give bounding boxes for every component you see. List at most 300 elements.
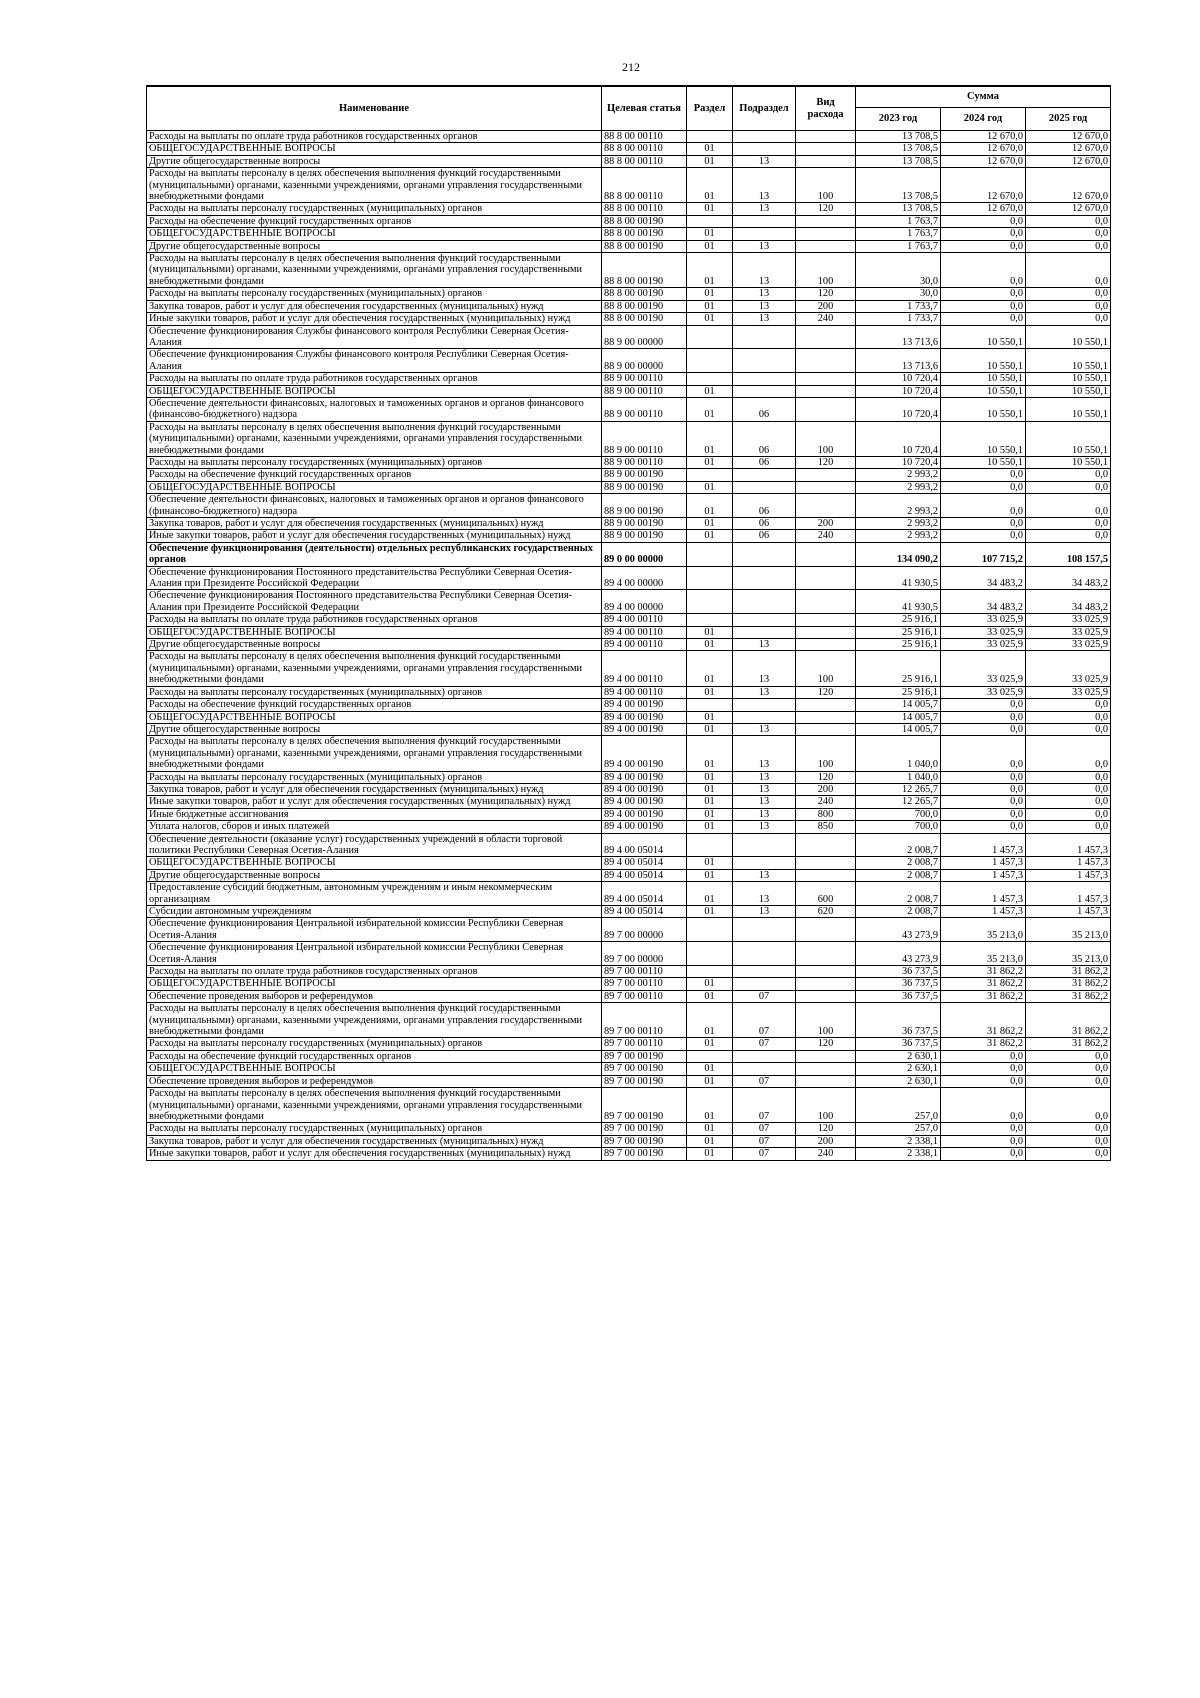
row-subsection (733, 942, 796, 966)
row-name: Иные закупки товаров, работ и услуг для обеспечения государственных (муниципальных) нужд (147, 313, 602, 325)
row-name: Иные закупки товаров, работ и услуг для обеспечения государственных (муниципальных) нужд (147, 530, 602, 542)
table-row (147, 966, 1111, 978)
row-expense-type (796, 978, 856, 990)
row-sum-2023: 700,0 (856, 821, 941, 833)
row-subsection (733, 614, 796, 626)
row-section: 01 (687, 882, 733, 906)
row-sum-2025: 0,0 (1026, 711, 1111, 723)
row-section: 01 (687, 771, 733, 783)
row-expense-type (796, 373, 856, 385)
row-target-article: 88 8 00 00110 (602, 131, 687, 143)
row-expense-type (796, 966, 856, 978)
row-target-article: 88 8 00 00190 (602, 288, 687, 300)
row-section: 01 (687, 288, 733, 300)
row-section: 01 (687, 857, 733, 869)
table-row (147, 590, 1111, 614)
row-sum-2023: 257,0 (856, 1123, 941, 1135)
table-row (147, 240, 1111, 252)
row-section: 01 (687, 481, 733, 493)
row-name: Расходы на выплаты по оплате труда работников государственных органов (147, 131, 602, 143)
row-expense-type (796, 590, 856, 614)
table-row (147, 614, 1111, 626)
row-sum-2023: 41 930,5 (856, 566, 941, 590)
row-target-article: 89 7 00 00190 (602, 1075, 687, 1087)
row-sum-2024: 0,0 (941, 783, 1026, 795)
row-expense-type (796, 494, 856, 518)
row-sum-2025: 34 483,2 (1026, 590, 1111, 614)
row-section (687, 699, 733, 711)
table-row (147, 942, 1111, 966)
row-sum-2024: 31 862,2 (941, 990, 1026, 1002)
row-target-article: 89 4 00 00190 (602, 736, 687, 771)
row-target-article: 89 7 00 00190 (602, 1063, 687, 1075)
table-row (147, 373, 1111, 385)
table-row (147, 494, 1111, 518)
row-sum-2024: 33 025,9 (941, 686, 1026, 698)
row-name: ОБЩЕГОСУДАРСТВЕННЫЕ ВОПРОСЫ (147, 143, 602, 155)
row-sum-2024: 1 457,3 (941, 882, 1026, 906)
row-expense-type (796, 723, 856, 735)
table-row (147, 215, 1111, 227)
row-sum-2025: 0,0 (1026, 1075, 1111, 1087)
row-sum-2023: 43 273,9 (856, 918, 941, 942)
row-sum-2025: 31 862,2 (1026, 1038, 1111, 1050)
row-expense-type (796, 469, 856, 481)
table-row (147, 869, 1111, 881)
row-target-article: 89 4 00 00190 (602, 796, 687, 808)
row-sum-2024: 31 862,2 (941, 978, 1026, 990)
row-sum-2023: 25 916,1 (856, 626, 941, 638)
row-expense-type: 850 (796, 821, 856, 833)
row-sum-2023: 2 630,1 (856, 1063, 941, 1075)
row-sum-2024: 0,0 (941, 736, 1026, 771)
row-sum-2025: 10 550,1 (1026, 397, 1111, 421)
row-target-article: 89 7 00 00190 (602, 1135, 687, 1147)
row-expense-type (796, 349, 856, 373)
row-sum-2023: 13 708,5 (856, 143, 941, 155)
row-section: 01 (687, 1063, 733, 1075)
row-sum-2024: 0,0 (941, 723, 1026, 735)
table-row (147, 639, 1111, 651)
row-target-article: 89 4 00 00190 (602, 723, 687, 735)
row-subsection (733, 699, 796, 711)
row-subsection (733, 1050, 796, 1062)
row-sum-2024: 0,0 (941, 228, 1026, 240)
row-expense-type (796, 566, 856, 590)
row-name: ОБЩЕГОСУДАРСТВЕННЫЕ ВОПРОСЫ (147, 481, 602, 493)
row-sum-2025: 0,0 (1026, 481, 1111, 493)
row-sum-2025: 33 025,9 (1026, 626, 1111, 638)
row-sum-2023: 13 708,5 (856, 155, 941, 167)
row-sum-2023: 13 713,6 (856, 325, 941, 349)
row-sum-2025: 31 862,2 (1026, 978, 1111, 990)
row-expense-type: 120 (796, 288, 856, 300)
row-expense-type (796, 143, 856, 155)
row-sum-2024: 1 457,3 (941, 906, 1026, 918)
row-target-article: 89 4 00 00110 (602, 626, 687, 638)
table-row (147, 1148, 1111, 1160)
row-name: Обеспечение функционирования Постоянного представительства Республики Северная Осетия-Алания при Президенте Российской Федерации (147, 566, 602, 590)
table-row (147, 518, 1111, 530)
row-target-article: 89 4 00 00190 (602, 711, 687, 723)
row-target-article: 89 4 00 00110 (602, 686, 687, 698)
row-subsection: 13 (733, 639, 796, 651)
row-sum-2023: 1 763,7 (856, 240, 941, 252)
row-name: ОБЩЕГОСУДАРСТВЕННЫЕ ВОПРОСЫ (147, 228, 602, 240)
row-target-article: 89 7 00 00190 (602, 1148, 687, 1160)
row-sum-2025: 0,0 (1026, 313, 1111, 325)
row-expense-type: 120 (796, 203, 856, 215)
row-sum-2024: 0,0 (941, 253, 1026, 288)
row-sum-2023: 2 008,7 (856, 906, 941, 918)
row-target-article: 88 9 00 00190 (602, 530, 687, 542)
row-subsection: 13 (733, 906, 796, 918)
row-sum-2024: 0,0 (941, 1123, 1026, 1135)
row-sum-2023: 13 708,5 (856, 203, 941, 215)
row-sum-2025: 31 862,2 (1026, 990, 1111, 1002)
row-target-article: 88 8 00 00190 (602, 215, 687, 227)
row-sum-2023: 25 916,1 (856, 639, 941, 651)
row-expense-type (796, 990, 856, 1002)
row-section: 01 (687, 300, 733, 312)
row-section: 01 (687, 240, 733, 252)
row-name: Обеспечение функционирования Постоянного представительства Республики Северная Осетия-Алания при Президенте Российской Федерации (147, 590, 602, 614)
table-row (147, 349, 1111, 373)
row-sum-2025: 1 457,3 (1026, 833, 1111, 857)
row-name: Обеспечение деятельности финансовых, налоговых и таможенных органов и органов финансового (финансово-бюджетного) надзора (147, 494, 602, 518)
row-target-article: 89 7 00 00190 (602, 1123, 687, 1135)
row-sum-2023: 2 993,2 (856, 494, 941, 518)
row-sum-2023: 10 720,4 (856, 456, 941, 468)
row-sum-2025: 10 550,1 (1026, 456, 1111, 468)
row-name: Расходы на выплаты персоналу государственных (муниципальных) органов (147, 1123, 602, 1135)
row-sum-2025: 0,0 (1026, 736, 1111, 771)
row-section (687, 833, 733, 857)
row-sum-2024: 107 715,2 (941, 542, 1026, 566)
row-subsection: 07 (733, 990, 796, 1002)
row-subsection (733, 966, 796, 978)
row-name: Обеспечение функционирования (деятельности) отдельных республиканских государственных органов (147, 542, 602, 566)
row-subsection (733, 131, 796, 143)
row-expense-type (796, 639, 856, 651)
row-subsection: 13 (733, 686, 796, 698)
row-target-article: 88 8 00 00110 (602, 203, 687, 215)
row-subsection (733, 469, 796, 481)
row-expense-type (796, 869, 856, 881)
row-target-article: 88 8 00 00190 (602, 313, 687, 325)
table-row (147, 397, 1111, 421)
row-sum-2025: 0,0 (1026, 253, 1111, 288)
row-sum-2025: 10 550,1 (1026, 421, 1111, 456)
header-year-2025: 2025 год (1026, 108, 1111, 131)
row-sum-2023: 1 040,0 (856, 771, 941, 783)
row-section: 01 (687, 686, 733, 698)
row-target-article: 89 4 00 05014 (602, 869, 687, 881)
row-sum-2025: 10 550,1 (1026, 385, 1111, 397)
row-subsection (733, 228, 796, 240)
row-sum-2023: 2 338,1 (856, 1135, 941, 1147)
row-sum-2023: 1 733,7 (856, 300, 941, 312)
row-target-article: 88 9 00 00190 (602, 494, 687, 518)
row-section (687, 215, 733, 227)
row-expense-type (796, 1063, 856, 1075)
row-name: Иные закупки товаров, работ и услуг для обеспечения государственных (муниципальных) нужд (147, 1148, 602, 1160)
table-row (147, 421, 1111, 456)
table-row (147, 325, 1111, 349)
row-target-article: 88 8 00 00190 (602, 253, 687, 288)
row-subsection: 13 (733, 253, 796, 288)
row-sum-2024: 10 550,1 (941, 373, 1026, 385)
row-target-article: 88 8 00 00110 (602, 168, 687, 203)
row-sum-2024: 0,0 (941, 699, 1026, 711)
row-expense-type: 800 (796, 808, 856, 820)
row-subsection: 13 (733, 796, 796, 808)
row-sum-2023: 10 720,4 (856, 385, 941, 397)
row-name: Субсидии автономным учреждениям (147, 906, 602, 918)
row-sum-2023: 30,0 (856, 253, 941, 288)
row-sum-2025: 35 213,0 (1026, 942, 1111, 966)
row-subsection: 13 (733, 203, 796, 215)
row-expense-type: 200 (796, 1135, 856, 1147)
row-subsection: 07 (733, 1075, 796, 1087)
row-sum-2025: 12 670,0 (1026, 143, 1111, 155)
row-name: Расходы на выплаты персоналу государственных (муниципальных) органов (147, 288, 602, 300)
row-subsection: 07 (733, 1148, 796, 1160)
header-subsection: Подраздел (733, 86, 796, 131)
row-sum-2023: 36 737,5 (856, 990, 941, 1002)
row-target-article: 88 9 00 00110 (602, 373, 687, 385)
row-expense-type: 120 (796, 686, 856, 698)
row-sum-2025: 0,0 (1026, 240, 1111, 252)
row-subsection (733, 215, 796, 227)
table-row (147, 711, 1111, 723)
row-sum-2023: 2 993,2 (856, 518, 941, 530)
row-name: Обеспечение функционирования Службы финансового контроля Республики Северная Осетия-Алания (147, 349, 602, 373)
row-sum-2023: 10 720,4 (856, 373, 941, 385)
row-sum-2025: 1 457,3 (1026, 857, 1111, 869)
row-sum-2024: 1 457,3 (941, 869, 1026, 881)
row-name: Расходы на выплаты персоналу государственных (муниципальных) органов (147, 1038, 602, 1050)
row-subsection (733, 325, 796, 349)
row-target-article: 89 4 00 05014 (602, 833, 687, 857)
row-name: ОБЩЕГОСУДАРСТВЕННЫЕ ВОПРОСЫ (147, 978, 602, 990)
table-row (147, 882, 1111, 906)
row-expense-type (796, 1050, 856, 1062)
row-target-article: 89 4 00 05014 (602, 906, 687, 918)
row-expense-type (796, 918, 856, 942)
row-sum-2023: 25 916,1 (856, 651, 941, 686)
row-section: 01 (687, 1148, 733, 1160)
row-expense-type: 100 (796, 253, 856, 288)
row-target-article: 88 9 00 00110 (602, 456, 687, 468)
row-sum-2025: 0,0 (1026, 1088, 1111, 1123)
row-target-article: 88 8 00 00110 (602, 155, 687, 167)
row-sum-2024: 31 862,2 (941, 1003, 1026, 1038)
row-target-article: 89 7 00 00000 (602, 942, 687, 966)
row-section: 01 (687, 711, 733, 723)
row-sum-2025: 0,0 (1026, 723, 1111, 735)
row-sum-2024: 33 025,9 (941, 626, 1026, 638)
row-subsection: 13 (733, 882, 796, 906)
row-sum-2024: 0,0 (941, 821, 1026, 833)
row-sum-2025: 0,0 (1026, 469, 1111, 481)
row-sum-2023: 2 993,2 (856, 469, 941, 481)
row-target-article: 89 0 00 00000 (602, 542, 687, 566)
row-section (687, 1050, 733, 1062)
row-section: 01 (687, 1088, 733, 1123)
table-row (147, 771, 1111, 783)
table-row (147, 131, 1111, 143)
row-subsection: 07 (733, 1088, 796, 1123)
row-subsection (733, 542, 796, 566)
row-sum-2024: 35 213,0 (941, 942, 1026, 966)
row-expense-type (796, 325, 856, 349)
row-subsection: 07 (733, 1123, 796, 1135)
row-expense-type: 100 (796, 168, 856, 203)
row-expense-type (796, 542, 856, 566)
table-row (147, 456, 1111, 468)
row-section (687, 349, 733, 373)
row-expense-type (796, 385, 856, 397)
row-name: Закупка товаров, работ и услуг для обеспечения государственных (муниципальных) нужд (147, 300, 602, 312)
row-target-article: 89 4 00 00000 (602, 590, 687, 614)
row-name: Обеспечение деятельности (оказание услуг) государственных учреждений в области торговой политики Республики Северная Осетия-Алания (147, 833, 602, 857)
row-sum-2023: 13 713,6 (856, 349, 941, 373)
row-name: Иные закупки товаров, работ и услуг для обеспечения государственных (муниципальных) нужд (147, 796, 602, 808)
row-name: ОБЩЕГОСУДАРСТВЕННЫЕ ВОПРОСЫ (147, 385, 602, 397)
table-row (147, 1123, 1111, 1135)
table-row (147, 530, 1111, 542)
row-target-article: 89 4 00 00190 (602, 771, 687, 783)
row-section (687, 566, 733, 590)
row-section (687, 918, 733, 942)
row-subsection: 06 (733, 456, 796, 468)
row-subsection: 07 (733, 1038, 796, 1050)
row-target-article: 89 4 00 05014 (602, 857, 687, 869)
row-sum-2023: 2 008,7 (856, 869, 941, 881)
row-name: Расходы на выплаты персоналу в целях обеспечения выполнения функций государственными (муниципальными) органами, казенными учреждениями, органами управления государственными внебюджетными фондами (147, 736, 602, 771)
row-subsection: 13 (733, 771, 796, 783)
row-name: Расходы на обеспечение функций государственных органов (147, 699, 602, 711)
row-name: Расходы на выплаты по оплате труда работников государственных органов (147, 373, 602, 385)
row-expense-type: 240 (796, 313, 856, 325)
row-sum-2025: 0,0 (1026, 1123, 1111, 1135)
row-name: Обеспечение функционирования Центральной избирательной комиссии Республики Северная Осетия-Алания (147, 918, 602, 942)
table-row (147, 253, 1111, 288)
row-sum-2023: 36 737,5 (856, 1038, 941, 1050)
table-row (147, 978, 1111, 990)
row-section: 01 (687, 1038, 733, 1050)
row-sum-2023: 13 708,5 (856, 168, 941, 203)
row-sum-2023: 2 008,7 (856, 833, 941, 857)
row-target-article: 89 4 00 00190 (602, 821, 687, 833)
row-section: 01 (687, 1135, 733, 1147)
row-sum-2024: 0,0 (941, 469, 1026, 481)
row-sum-2025: 0,0 (1026, 518, 1111, 530)
table-row (147, 1050, 1111, 1062)
row-sum-2023: 13 708,5 (856, 131, 941, 143)
table-row (147, 228, 1111, 240)
row-expense-type: 200 (796, 300, 856, 312)
row-name: ОБЩЕГОСУДАРСТВЕННЫЕ ВОПРОСЫ (147, 1063, 602, 1075)
header-target-article: Целевая статья (602, 86, 687, 131)
row-name: Обеспечение функционирования Центральной избирательной комиссии Республики Северная Осетия-Алания (147, 942, 602, 966)
row-subsection: 13 (733, 240, 796, 252)
row-expense-type: 100 (796, 1088, 856, 1123)
row-target-article: 88 9 00 00110 (602, 385, 687, 397)
row-sum-2024: 0,0 (941, 808, 1026, 820)
row-section (687, 966, 733, 978)
table-row (147, 203, 1111, 215)
row-target-article: 89 4 00 00110 (602, 639, 687, 651)
table-row (147, 833, 1111, 857)
table-row (147, 155, 1111, 167)
row-target-article: 88 9 00 00190 (602, 518, 687, 530)
row-section: 01 (687, 990, 733, 1002)
row-sum-2025: 33 025,9 (1026, 686, 1111, 698)
row-sum-2025: 0,0 (1026, 783, 1111, 795)
table-row (147, 385, 1111, 397)
row-sum-2024: 0,0 (941, 215, 1026, 227)
table-row (147, 1003, 1111, 1038)
row-name: Закупка товаров, работ и услуг для обеспечения государственных (муниципальных) нужд (147, 518, 602, 530)
row-sum-2023: 43 273,9 (856, 942, 941, 966)
row-section: 01 (687, 494, 733, 518)
row-section (687, 131, 733, 143)
row-target-article: 89 7 00 00110 (602, 978, 687, 990)
row-sum-2025: 0,0 (1026, 494, 1111, 518)
row-sum-2025: 0,0 (1026, 1135, 1111, 1147)
table-row (147, 566, 1111, 590)
row-sum-2024: 0,0 (941, 481, 1026, 493)
row-name: ОБЩЕГОСУДАРСТВЕННЫЕ ВОПРОСЫ (147, 626, 602, 638)
row-section: 01 (687, 736, 733, 771)
row-target-article: 88 9 00 00110 (602, 397, 687, 421)
row-target-article: 88 8 00 00110 (602, 143, 687, 155)
row-sum-2024: 0,0 (941, 494, 1026, 518)
row-sum-2024: 10 550,1 (941, 349, 1026, 373)
row-name: Расходы на выплаты персоналу в целях обеспечения выполнения функций государственными (муниципальными) органами, казенными учреждениями, органами управления государственными внебюджетными фондами (147, 1003, 602, 1038)
table-row (147, 990, 1111, 1002)
table-row (147, 313, 1111, 325)
row-name: ОБЩЕГОСУДАРСТВЕННЫЕ ВОПРОСЫ (147, 711, 602, 723)
row-section: 01 (687, 1075, 733, 1087)
row-section: 01 (687, 906, 733, 918)
row-name: Предоставление субсидий бюджетным, автономным учреждениям и иным некоммерческим организациям (147, 882, 602, 906)
row-sum-2023: 25 916,1 (856, 614, 941, 626)
row-sum-2023: 1 763,7 (856, 228, 941, 240)
row-section: 01 (687, 978, 733, 990)
row-sum-2024: 34 483,2 (941, 566, 1026, 590)
row-sum-2025: 12 670,0 (1026, 131, 1111, 143)
row-sum-2024: 12 670,0 (941, 143, 1026, 155)
row-section: 01 (687, 155, 733, 167)
row-expense-type: 120 (796, 771, 856, 783)
row-expense-type: 100 (796, 421, 856, 456)
row-name: Обеспечение проведения выборов и референдумов (147, 990, 602, 1002)
row-name: Обеспечение проведения выборов и референдумов (147, 1075, 602, 1087)
row-expense-type: 200 (796, 518, 856, 530)
row-expense-type (796, 711, 856, 723)
row-sum-2025: 0,0 (1026, 300, 1111, 312)
row-name: Расходы на выплаты по оплате труда работников государственных органов (147, 614, 602, 626)
row-sum-2025: 0,0 (1026, 771, 1111, 783)
row-sum-2025: 12 670,0 (1026, 155, 1111, 167)
table-row (147, 723, 1111, 735)
row-target-article: 89 4 00 00190 (602, 808, 687, 820)
table-row (147, 481, 1111, 493)
row-sum-2024: 0,0 (941, 1088, 1026, 1123)
